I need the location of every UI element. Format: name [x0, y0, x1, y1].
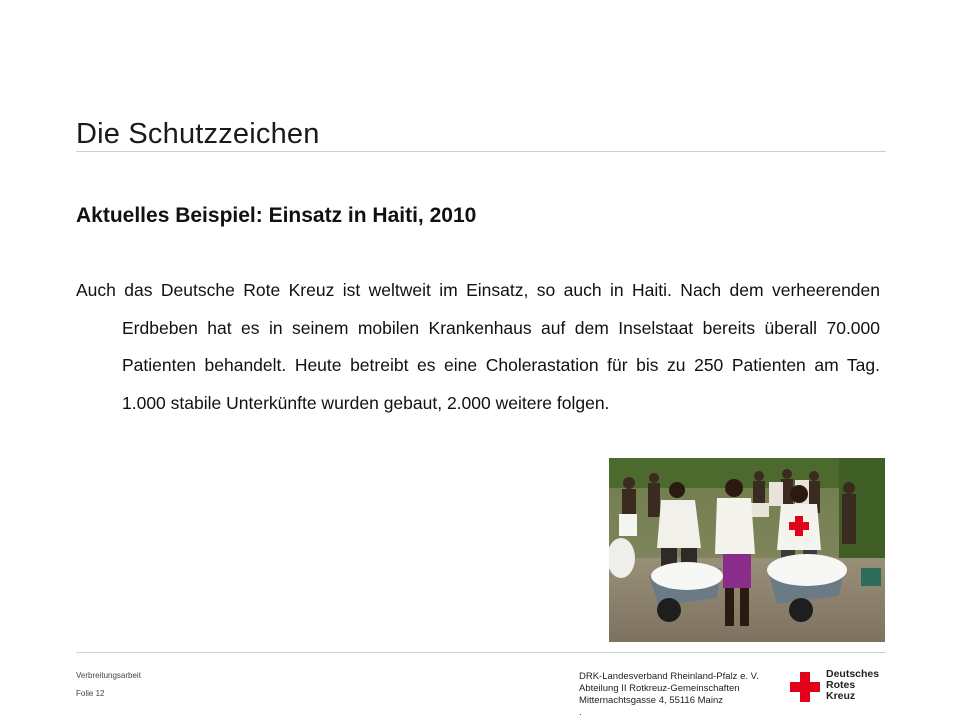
title-divider: [76, 151, 886, 152]
logo-word: Deutsches: [826, 668, 880, 680]
logo-word: Kreuz: [826, 690, 856, 702]
address-line: Abteilung II Rotkreuz-Gemeinschaften: [579, 683, 740, 694]
slide-number: Folie 12: [76, 689, 105, 698]
logo-word: Rotes: [826, 679, 856, 691]
footer-divider: [76, 652, 886, 653]
logo-wordmark: [826, 669, 879, 702]
address-line: Mitternachtsgasse 4, 55116 Mainz: [579, 695, 723, 706]
slide-subtitle: Aktuelles Beispiel: Einsatz in Haiti, 2010: [76, 204, 477, 227]
footer-address: [579, 671, 759, 719]
slide-title: Die Schutzzeichen: [76, 118, 320, 150]
red-cross-icon: [790, 672, 820, 702]
address-line: DRK-Landesverband Rheinland-Pfalz e. V.: [579, 671, 759, 682]
body-paragraph: Auch das Deutsche Rote Kreuz ist weltweit im Einsatz, so auch in Haiti. Nach dem verheerenden Erdbeben hat es in seinem mobilen Krankenhaus auf dem Inselstaat bereits überall 70.000 Patienten behandelt. Heute betreibt es eine Cholerastation für bis zu 250 Patienten am Tag. 1.000 stabile Unterkünfte wurden gebaut, 2.000 weitere folgen.: [76, 280, 880, 413]
footer-section: Verbreitungsarbeit: [76, 671, 141, 680]
drk-logo: [790, 668, 890, 704]
haiti-photo: [609, 458, 885, 642]
address-line: .: [579, 707, 582, 718]
